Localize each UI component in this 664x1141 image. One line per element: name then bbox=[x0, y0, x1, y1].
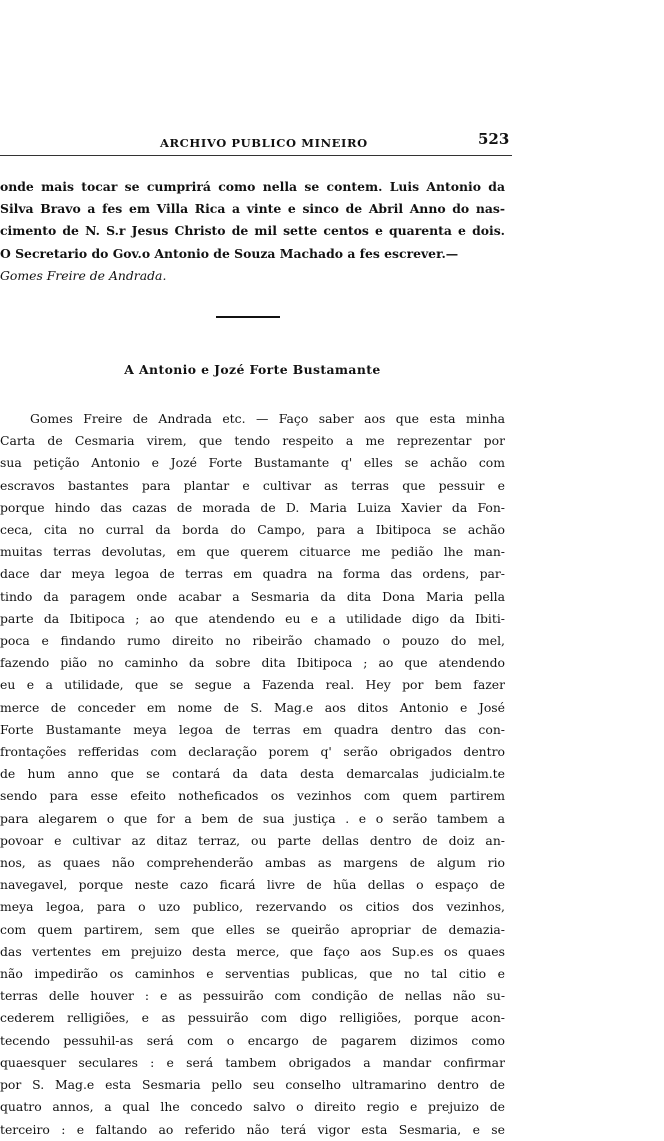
text-line: tindo da paragem onde acabar a Sesmaria da dita Dona Maria pella bbox=[0, 588, 505, 604]
text-line: povoar e cultivar az ditaz terraz, ou parte dellas dentro de doiz an- bbox=[0, 832, 505, 848]
text-line: O Secretario do Gov.o Antonio de Souza Machado a fes escrever.— bbox=[0, 245, 459, 261]
running-title: ARCHIVO PUBLICO MINEIRO bbox=[160, 136, 368, 150]
section-divider bbox=[216, 316, 280, 318]
text-line: cederem relligiões, e as pessuirão com digo relligiões, porque acon- bbox=[0, 1010, 505, 1026]
text-line: tecendo pessuhil-as será com o encargo de pagarem dizimos como bbox=[0, 1032, 505, 1048]
page-header bbox=[0, 130, 520, 154]
text-line: merce de conceder em nome de S. Mag.e aos ditos Antonio e José bbox=[0, 699, 505, 715]
text-line: terceiro : e faltando ao referido não terá vigor esta Sesmaria, e se bbox=[0, 1121, 505, 1137]
text-line: nos, as quaes não comprehenderão ambas as margens de algum rio bbox=[0, 855, 505, 871]
signature: Gomes Freire de Andrada. bbox=[0, 267, 167, 283]
text-line: por S. Mag.e esta Sesmaria pello seu conselho ultramarino dentro de bbox=[0, 1077, 505, 1093]
text-line: dace dar meya legoa de terras em quadra na forma das ordens, par- bbox=[0, 566, 505, 582]
text-line: frontações refferidas com declaração porem q' serão obrigados dentro bbox=[0, 744, 505, 760]
text-line: Forte Bustamante meya legoa de terras em quadra dentro das con- bbox=[0, 721, 505, 737]
text-line: onde mais tocar se cumprirá como nella se contem. Luis Antonio da bbox=[0, 179, 505, 194]
page-number: 523 bbox=[478, 130, 510, 148]
text-line: parte da Ibitipoca ; ao que atendendo eu e a utilidade digo da Ibiti- bbox=[0, 610, 505, 626]
text-line: quatro annos, a qual lhe concedo salvo o direito regio e prejuizo de bbox=[0, 1099, 505, 1115]
header-rule bbox=[0, 155, 512, 156]
text-line: cimento de N. S.r Jesus Christo de mil sette centos e quarenta e dois. bbox=[0, 223, 505, 239]
text-line: não impedirão os caminhos e serventias publicas, que no tal citio e bbox=[0, 966, 505, 982]
text-line: sendo para esse efeito notheficados os vezinhos com quem partirem bbox=[0, 788, 505, 804]
text-line: das vertentes em prejuizo desta merce, que faço aos Sup.es os quaes bbox=[0, 943, 505, 959]
paragraph-closing-previous-grant bbox=[0, 176, 505, 287]
text-line: quaesquer seculares : e será tambem obrigados a mandar confirmar bbox=[0, 1054, 505, 1070]
text-line: Gomes Freire de Andrada etc. — Faço saber aos que esta minha bbox=[30, 411, 505, 426]
text-line: porque hindo das cazas de morada de D. Maria Luiza Xavier da Fon- bbox=[0, 499, 505, 515]
text-line: de hum anno que se contará da data desta demarcalas judicialm.te bbox=[0, 766, 505, 782]
text-line: com quem partirem, sem que elles se queirão apropriar de demazia- bbox=[0, 921, 505, 937]
text-line: navegavel, porque neste cazo ficará livre de hũa dellas o espaço de bbox=[0, 877, 505, 893]
text-line: muitas terras devolutas, em que querem cituarce me pedião lhe man- bbox=[0, 544, 505, 560]
text-line: sua petição Antonio e Jozé Forte Bustamante q' elles se achão com bbox=[0, 455, 505, 471]
text-line: escravos bastantes para plantar e cultivar as terras que pessuir e bbox=[0, 477, 505, 493]
text-line: terras delle houver : e as pessuirão com condição de nellas não su- bbox=[0, 988, 505, 1004]
text-line: eu e a utilidade, que se segue a Fazenda real. Hey por bem fazer bbox=[0, 677, 505, 693]
text-line: para alegarem o que for a bem de sua justiça . e o serão tambem a bbox=[0, 810, 505, 826]
text-line: ceca, cita no curral da borda do Campo, para a Ibitipoca se achão bbox=[0, 522, 505, 538]
text-line: Carta de Cesmaria virem, que tendo respeito a me reprezentar por bbox=[0, 433, 505, 449]
section-heading: A Antonio e Jozé Forte Bustamante bbox=[124, 362, 381, 377]
text-line: poca e findando rumo direito no ribeirão chamado o pouzo do mel, bbox=[0, 633, 505, 649]
paragraph-grant-text bbox=[0, 408, 505, 1141]
text-line: meya legoa, para o uzo publico, rezervando os citios dos vezinhos, bbox=[0, 899, 505, 915]
text-line: Silva Bravo a fes em Villa Rica a vinte e sinco de Abril Anno do nas- bbox=[0, 201, 505, 217]
text-line: fazendo pião no caminho da sobre dita Ibitipoca ; ao que atendendo bbox=[0, 655, 505, 671]
